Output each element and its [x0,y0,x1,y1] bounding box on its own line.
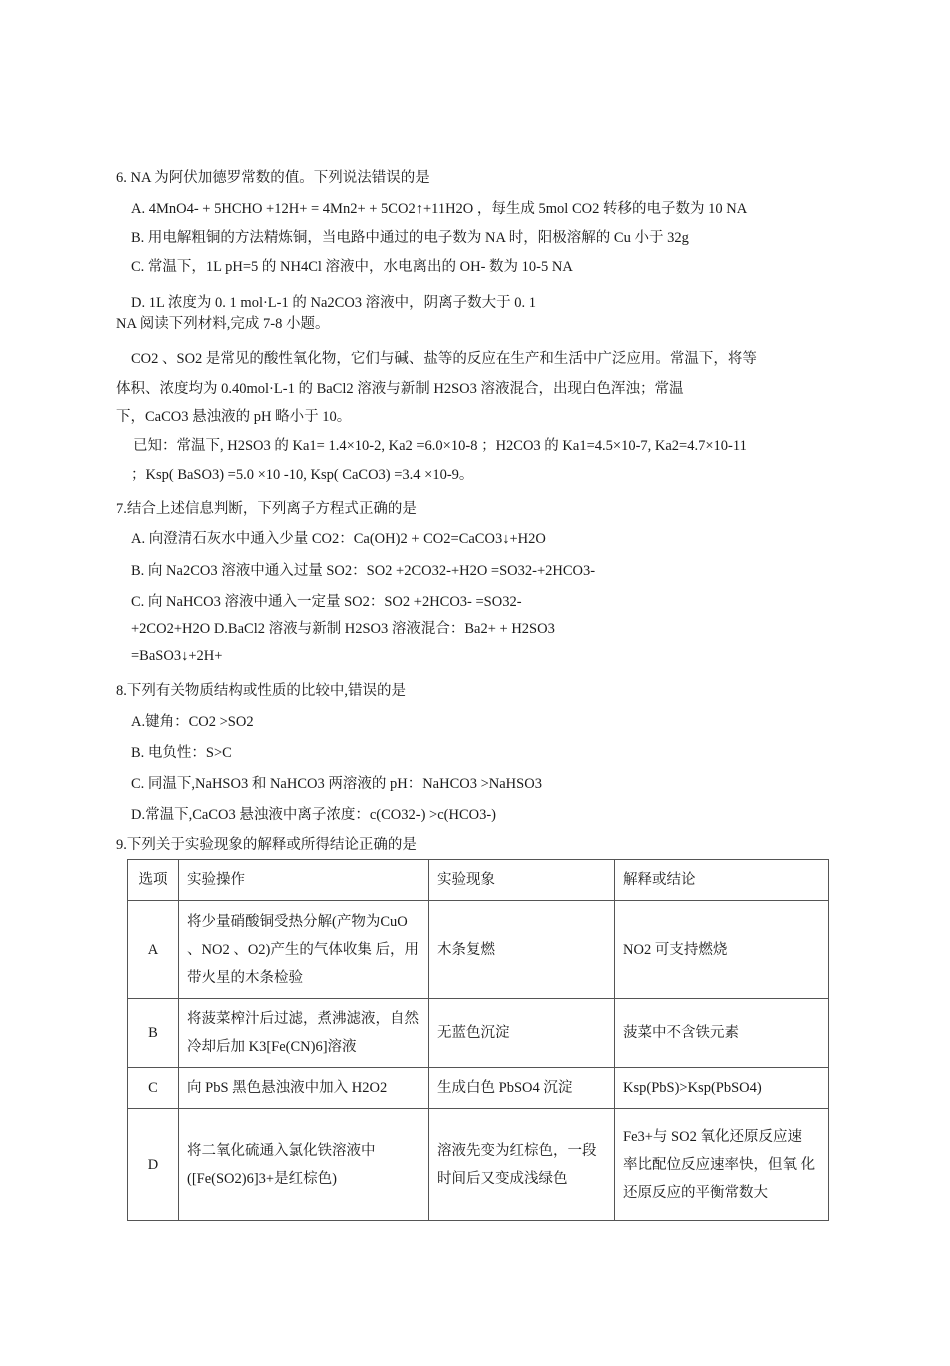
table-row [128,1109,829,1221]
q6-option-d: D. 1L 浓度为 0. 1 mol·L-1 的 Na2CO3 溶液中，阴离子数大于 0. 1 [131,295,537,311]
q9-stem: 9.下列关于实验现象的解释或所得结论正确的是 [116,837,417,853]
row-operation: 将二氧化硫通入氯化铁溶液中([Fe(SO2)6]3+是红棕色) [179,1109,429,1221]
q6-option-b: B. 用电解粗铜的方法精炼铜，当电路中通过的电子数为 NA 时，阳极溶解的 Cu 小于 32g [131,230,689,246]
table-header-row [128,860,829,901]
q6-stem: 6. NA 为阿伏加德罗常数的值。下列说法错误的是 [116,170,430,186]
row-option: A [128,901,179,999]
q6-option-c: C. 常温下，1L pH=5 的 NH4Cl 溶液中，水电离出的 OH- 数为 10-5 NA [131,259,573,275]
header-operation: 实验操作 [179,860,429,901]
passage-line-4: 已知：常温下, H2SO3 的 Ka1= 1.4×10-2, Ka2 =6.0×10-8 ；H2CO3 的 Ka1=4.5×10-7, Ka2=4.7×10-11 [133,438,747,454]
q7-option-a: A. 向澄清石灰水中通入少量 CO2：Ca(OH)2 + CO2=CaCO3↓+H2O [131,531,546,547]
q8-option-d: D.常温下,CaCO3 悬浊液中离子浓度：c(CO32-) >c(HCO3-) [131,807,496,823]
header-option: 选项 [128,860,179,901]
row-conclusion: Ksp(PbS)>Ksp(PbSO4) [615,1068,829,1109]
q8-option-c: C. 同温下,NaHSO3 和 NaHCO3 两溶液的 pH：NaHCO3 >NaHSO3 [131,776,542,792]
table-row [128,901,829,999]
row-option: D [128,1109,179,1221]
row-phenomenon: 无蓝色沉淀 [429,999,615,1068]
passage-line-1: CO2 、SO2 是常见的酸性氧化物，它们与碱、盐等的反应在生产和生活中广泛应用。常温下，将等 [131,351,757,367]
experiment-table [127,859,829,1221]
q8-option-a: A.键角：CO2 >SO2 [131,714,254,730]
passage-line-2: 体积、浓度均为 0.40mol·L-1 的 BaCl2 溶液与新制 H2SO3 溶液混合，出现白色浑浊；常温 [116,381,684,397]
q7-option-d-cont: =BaSO3↓+2H+ [131,648,223,664]
row-phenomenon: 木条复燃 [429,901,615,999]
row-option: B [128,999,179,1068]
header-conclusion: 解释或结论 [615,860,829,901]
passage-line-3: 下，CaCO3 悬浊液的 pH 略小于 10。 [116,409,352,425]
q6-option-d-cont: NA 阅读下列材料,完成 7-8 小题。 [116,316,330,332]
row-conclusion: NO2 可支持燃烧 [615,901,829,999]
row-phenomenon: 溶液先变为红棕色，一段时间后又变成浅绿色 [429,1109,615,1221]
row-operation: 向 PbS 黑色悬浊液中加入 H2O2 [179,1068,429,1109]
table-row [128,1068,829,1109]
row-conclusion: 菠菜中不含铁元素 [615,999,829,1068]
q8-option-b: B. 电负性：S>C [131,745,232,761]
header-phenomenon: 实验现象 [429,860,615,901]
row-option: C [128,1068,179,1109]
row-operation: 将菠菜榨汁后过滤，煮沸滤液，自然冷却后加 K3[Fe(CN)6]溶液 [179,999,429,1068]
table-row [128,999,829,1068]
q7-option-b: B. 向 Na2CO3 溶液中通入过量 SO2：SO2 +2CO32-+H2O =SO32-+2HCO3- [131,563,596,579]
row-conclusion: Fe3+与 SO2 氧化还原反应速 率比配位反应速率快，但氧 化还原反应的平衡常数大 [615,1109,829,1221]
q6-option-a: A. 4MnO4- + 5HCHO +12H+ = 4Mn2+ + 5CO2↑+11H2O ，每生成 5mol CO2 转移的电子数为 10 NA [131,201,748,217]
row-operation: 将少量硝酸铜受热分解(产物为CuO 、NO2 、O2)产生的气体收集 后，用带火星的木条检验 [179,901,429,999]
row-phenomenon: 生成白色 PbSO4 沉淀 [429,1068,615,1109]
q7-option-c-cont: +2CO2+H2O D.BaCl2 溶液与新制 H2SO3 溶液混合：Ba2+ + H2SO3 [131,621,555,637]
q7-stem: 7.结合上述信息判断，下列离子方程式正确的是 [116,501,417,517]
passage-line-5: ；Ksp( BaSO3) =5.0 ×10 -10, Ksp( CaCO3) =3.4 ×10-9。 [131,467,474,483]
q7-option-c: C. 向 NaHCO3 溶液中通入一定量 SO2：SO2 +2HCO3- =SO32- [131,594,522,610]
q8-stem: 8.下列有关物质结构或性质的比较中,错误的是 [116,683,406,699]
